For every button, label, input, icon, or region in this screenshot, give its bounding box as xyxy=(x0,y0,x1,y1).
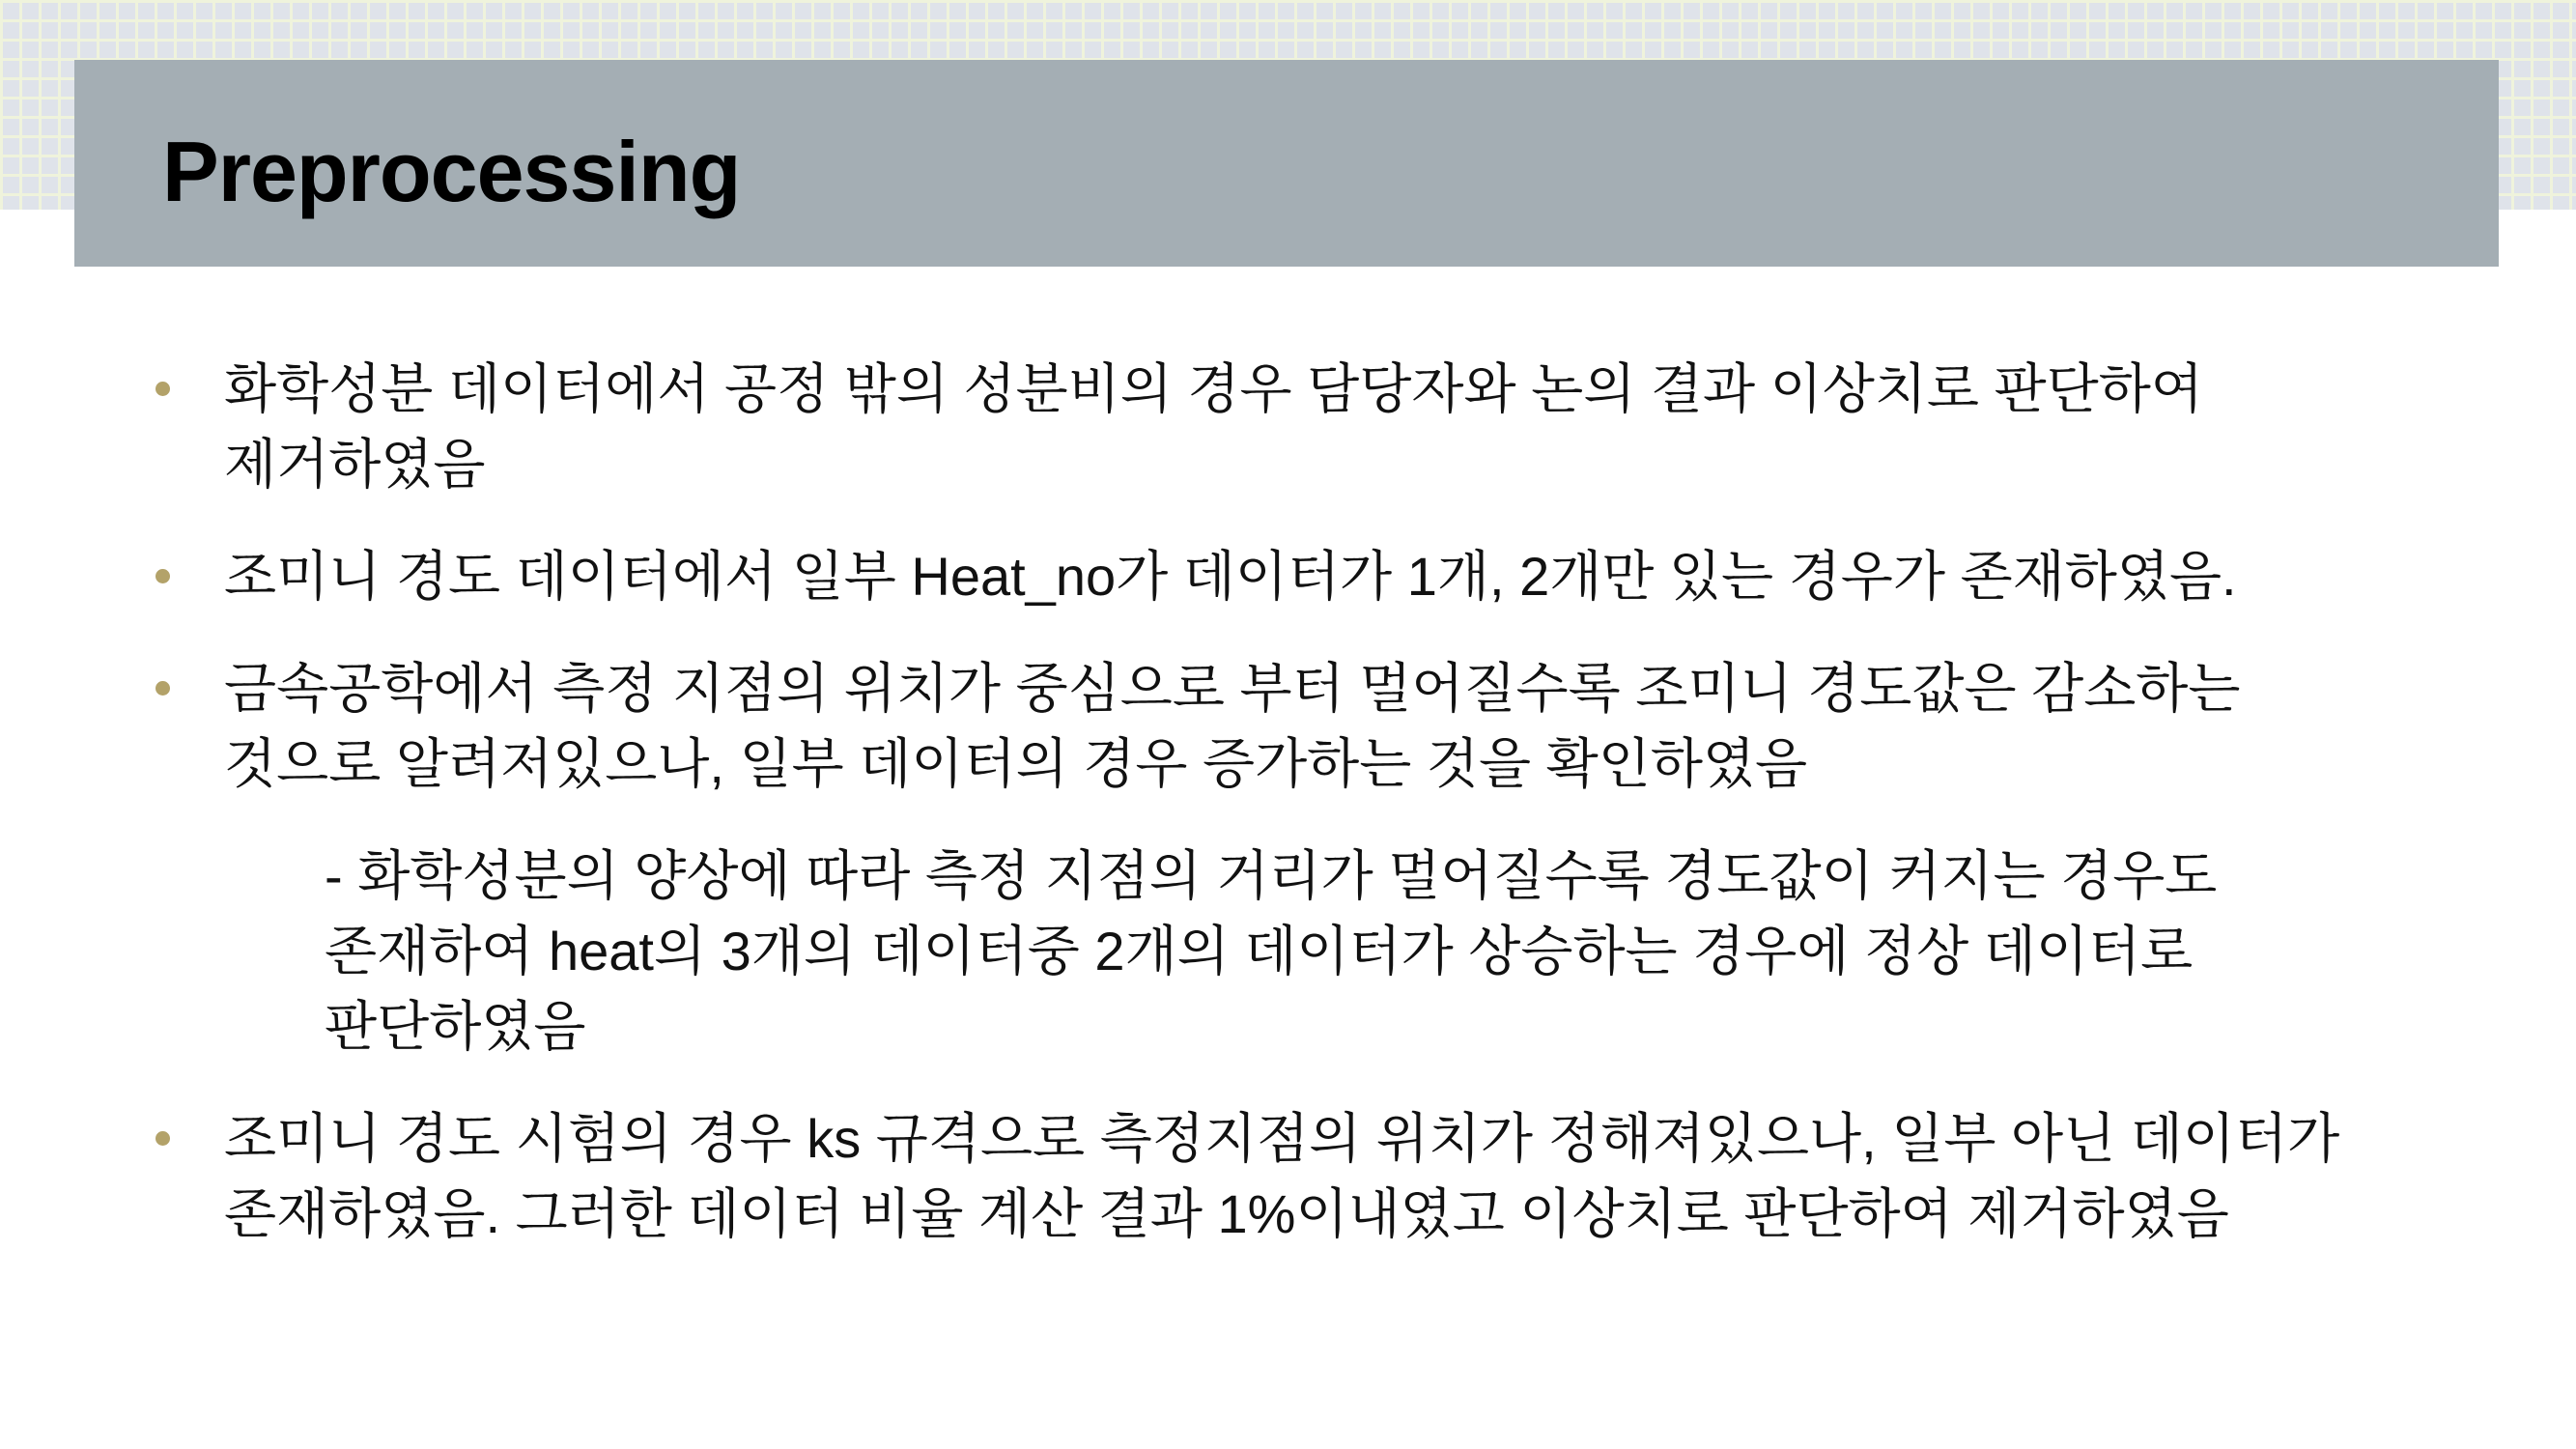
list-item-text xyxy=(224,352,2203,502)
bullet-icon xyxy=(156,569,170,583)
bullet-marker xyxy=(155,651,224,726)
page-title: Preprocessing xyxy=(162,124,741,219)
bullet-icon xyxy=(156,1131,170,1146)
list-item xyxy=(155,651,2434,802)
list-item-text xyxy=(224,1101,2339,1252)
text-line: 제거하였음 xyxy=(224,434,486,495)
bullet-marker xyxy=(155,1101,224,1177)
bullet-list xyxy=(155,352,2434,1289)
text-line: 조미니 경도 시험의 경우 ks 규격으로 측정지점의 위치가 정해져있으나, 일부 아닌 데이터가 xyxy=(224,1108,2340,1169)
title-bar xyxy=(74,60,2499,267)
bullet-marker xyxy=(155,352,224,427)
bullet-icon xyxy=(156,681,170,696)
list-item-text xyxy=(224,651,2240,802)
list-item xyxy=(155,352,2434,502)
list-item xyxy=(155,1101,2434,1252)
text-line: 조미니 경도 데이터에서 일부 Heat_no가 데이터가 1개, 2개만 있는 경우가 존재하였음. xyxy=(224,546,2237,607)
list-item xyxy=(155,539,2434,614)
list-item-text xyxy=(325,838,2434,1065)
text-line: 것으로 알려저있으나, 일부 데이터의 경우 증가하는 것을 확인하였음 xyxy=(224,733,1808,794)
text-line: 존재하여 heat의 3개의 데이터중 2개의 데이터가 상승하는 경우에 정상 데이터로 xyxy=(325,921,2194,981)
bullet-marker xyxy=(155,539,224,614)
text-line: - 화학성분의 양상에 따라 측정 지점의 거리가 멀어질수록 경도값이 커지는 경우도 xyxy=(325,845,2218,906)
list-item-text xyxy=(224,539,2237,614)
bullet-icon xyxy=(156,382,170,396)
sub-list-item xyxy=(155,838,2434,1065)
text-line: 화학성분 데이터에서 공정 밖의 성분비의 경우 담당자와 논의 결과 이상치로 판단하여 xyxy=(224,358,2203,419)
text-line: 판단하였음 xyxy=(325,996,586,1057)
text-line: 금속공학에서 측정 지점의 위치가 중심으로 부터 멀어질수록 조미니 경도값은 감소하는 xyxy=(224,658,2241,719)
text-line: 존재하였음. 그러한 데이터 비율 계산 결과 1%이내였고 이상치로 판단하여 제거하였음 xyxy=(224,1183,2229,1244)
